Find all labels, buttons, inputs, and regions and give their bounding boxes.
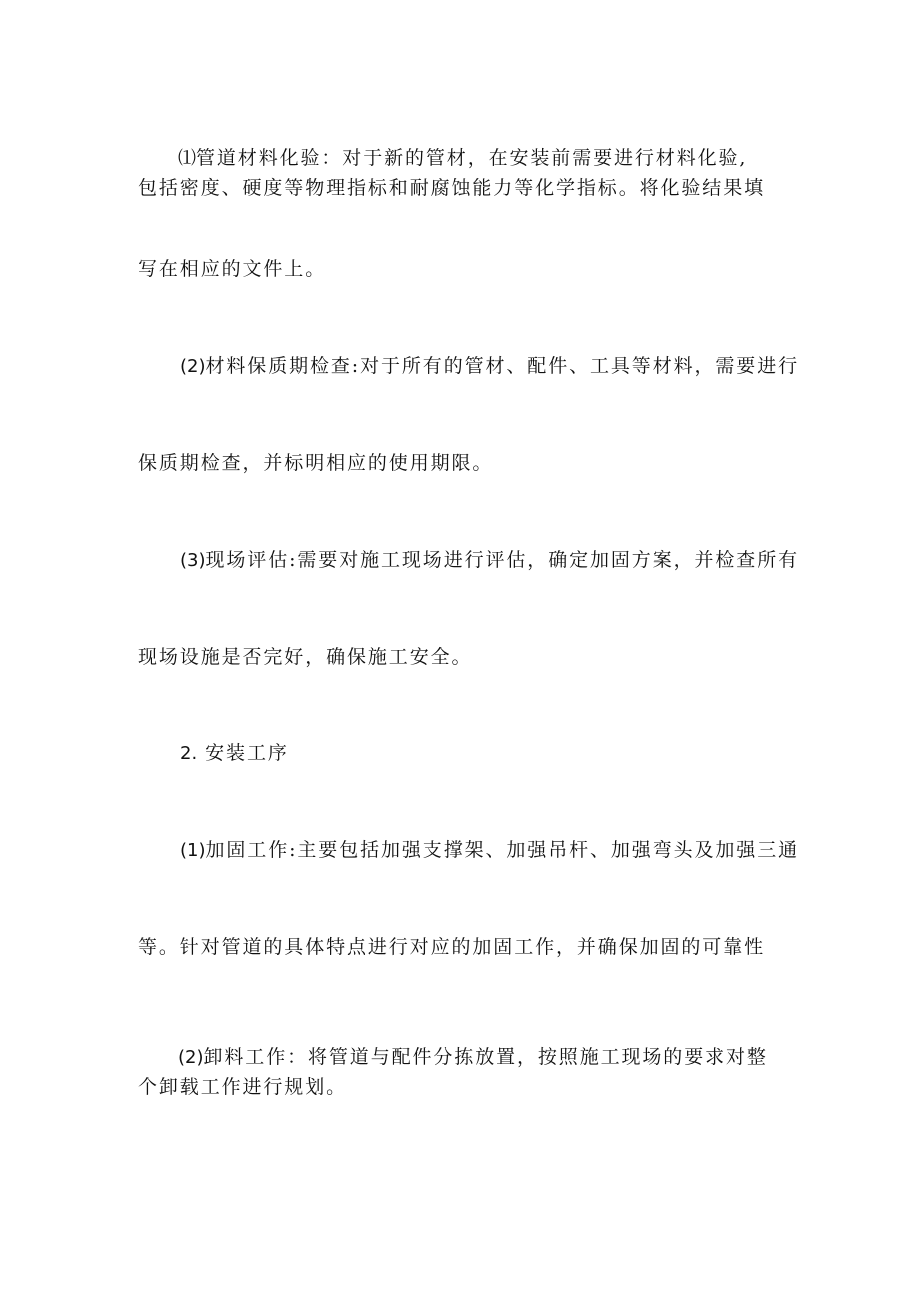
item-number: (2) [180,356,206,377]
item-number: (3) [180,550,206,571]
paragraph-1-line-3: 写在相应的文件上。 [138,258,327,280]
paragraph-text: 卸料工作：将管道与配件分拣放置，按照施工现场的要求对整 [203,1046,768,1068]
paragraph-2-line-1 [180,354,799,379]
paragraph-4-line-1 [180,838,799,863]
paragraph-2-line-2: 保质期检查，并标明相应的使用期限。 [138,452,494,474]
paragraph-4-line-2: 等。针对管道的具体特点进行对应的加固工作，并确保加固的可靠性 [138,936,766,958]
paragraph-1-line-1 [178,146,747,171]
paragraph-5-line-2: 个卸载工作进行规划。 [138,1076,348,1098]
section-title: 安装工序 [205,742,289,764]
paragraph-text: 材料保质期检查:对于所有的管材、配件、工具等材料，需要进行 [205,355,800,377]
item-number: (2) [178,1047,204,1068]
item-number: (1) [180,840,206,861]
section-heading-2 [180,741,289,766]
item-number: ⑴ [178,148,196,169]
paragraph-5-line-1 [178,1045,768,1070]
section-number: 2. [180,743,198,764]
paragraph-1-line-2: 包括密度、硬度等物理指标和耐腐蚀能力等化学指标。将化验结果填 [138,177,766,199]
paragraph-3-line-2: 现场设施是否完好，确保施工安全。 [138,646,473,668]
paragraph-3-line-1 [180,548,799,573]
paragraph-text: 加固工作:主要包括加强支撑架、加强吊杆、加强弯头及加强三通 [205,839,800,861]
paragraph-text: 现场评估:需要对施工现场进行评估，确定加固方案，并检查所有 [205,549,800,571]
paragraph-text: 管道材料化验：对于新的管材，在安装前需要进行材料化验, [196,147,748,169]
